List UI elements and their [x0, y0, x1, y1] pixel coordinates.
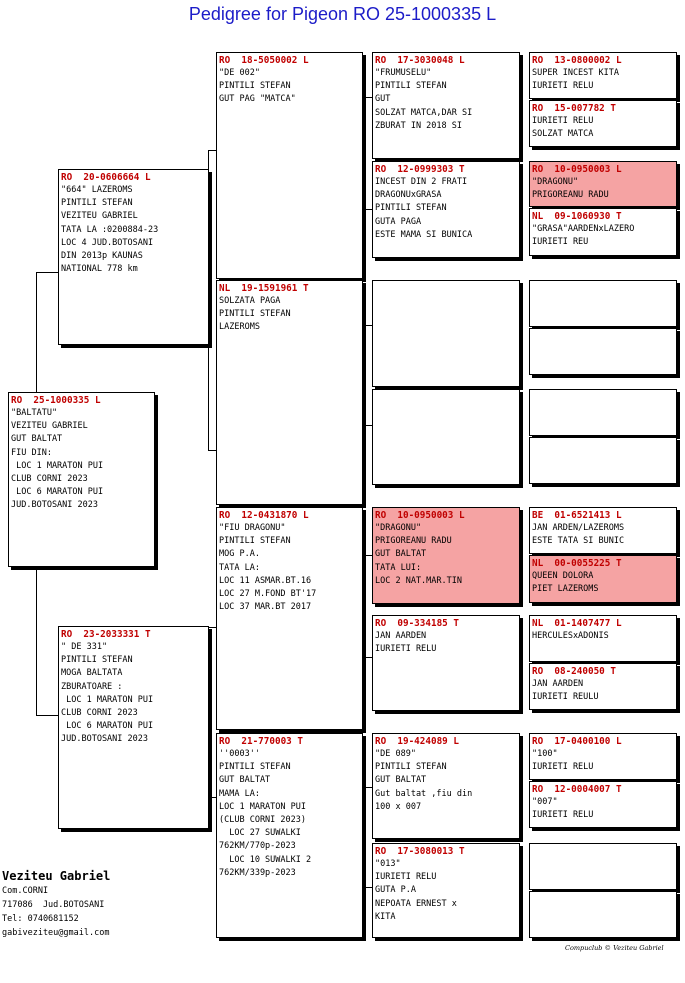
info-line: LOC 11 ASMAR.BT.16 [219, 575, 312, 586]
info-line: CLUB CORNI 2023 [11, 474, 88, 485]
info-line: PINTILI STEFAN [375, 203, 447, 214]
pigeon-card-gen5-empty[interactable] [529, 280, 677, 327]
info-line: TATA LUI: [375, 562, 422, 573]
info-line: PINTILI STEFAN [375, 81, 447, 92]
connector-line [36, 565, 37, 715]
info-line: VEZITEU GABRIEL [11, 421, 88, 432]
info-line: NATIONAL 778 km [61, 264, 138, 275]
pigeon-card-dam[interactable] [58, 626, 209, 829]
pigeon-card-gen5[interactable] [529, 52, 677, 99]
info-line: "DRAGONU" [532, 177, 579, 187]
info-line: ESTE MAMA SI BUNICA [375, 229, 473, 240]
info-line: DIN 2013p KAUNAS [61, 251, 143, 262]
pigeon-card-subject[interactable] [8, 392, 155, 567]
info-line: SOLZATA PAGA [219, 296, 281, 306]
info-line: LOC 1 MARATON PUI [61, 694, 154, 705]
info-line: INCEST DIN 2 FRATI [375, 177, 468, 187]
info-line: ''0003'' [219, 749, 260, 759]
ring-number: NL 19-1591961 T [219, 283, 309, 294]
info-line: LOC 1 MARATON PUI [219, 801, 306, 812]
info-line: LOC 2 NAT.MAR.TIN [375, 575, 462, 586]
ring-number: RO 17-3080013 T [375, 846, 465, 857]
pigeon-card-gen5[interactable] [529, 208, 677, 256]
info-line: MOGA BALTATA [61, 668, 123, 679]
info-line: "DE 089" [375, 749, 416, 759]
info-line: PINTILI STEFAN [61, 198, 133, 209]
info-line: 762KM/770p-2023 [219, 841, 296, 852]
info-line: IURIETI RELU [532, 116, 594, 126]
info-line: " DE 331" [61, 642, 108, 652]
info-line: KITA [375, 911, 396, 922]
info-line: SOLZAT MATCA [532, 129, 594, 140]
pigeon-card-gen5[interactable] [529, 100, 677, 147]
pigeon-card-gen5-empty[interactable] [529, 437, 677, 484]
ring-number: NL 09-1060930 T [532, 211, 622, 222]
info-line: IURIETI RELU [532, 81, 594, 92]
ring-number: RO 12-0004007 T [532, 784, 622, 795]
page-title: Pedigree for Pigeon RO 25-1000335 L [188, 4, 497, 24]
info-line: TATA LA :0200884-23 [61, 224, 159, 235]
info-line: GUT BALTAT [375, 549, 427, 560]
pigeon-card-gen5-empty[interactable] [529, 328, 677, 375]
info-line: DRAGONUxGRASA [375, 190, 442, 201]
info-line: ZBURAT IN 2018 SI [375, 120, 462, 131]
info-line: "FIU DRAGONU" [219, 523, 286, 533]
pigeon-card-gen5[interactable] [529, 507, 677, 554]
ring-number: RO 19-424089 L [375, 736, 459, 747]
ring-number: RO 12-0431870 L [219, 510, 309, 521]
ring-number: RO 12-0999303 T [375, 164, 465, 175]
ring-number: RO 15-007782 T [532, 103, 616, 114]
pigeon-card-gen3[interactable] [216, 507, 363, 730]
breeder-name: Veziteu Gabriel [2, 869, 111, 883]
info-line: FIU DIN: [11, 447, 52, 458]
info-line: IURIETI RELU [532, 810, 594, 821]
ring-number: RO 09-334185 T [375, 618, 459, 629]
info-line: LOC 6 MARATON PUI [11, 487, 104, 498]
pigeon-card-gen4[interactable] [372, 615, 520, 711]
pigeon-card-gen4[interactable] [372, 161, 520, 258]
info-line: "DE 002" [219, 68, 260, 78]
info-line: QUEEN DOLORA [532, 571, 594, 581]
info-line: PINTILI STEFAN [61, 655, 133, 666]
pigeon-card-gen5[interactable] [529, 781, 677, 828]
info-line: GUT BALTAT [11, 434, 63, 445]
ring-number: RO 10-0950003 L [375, 510, 465, 521]
info-line: PIET LAZEROMS [532, 584, 599, 595]
info-line: SUPER INCEST KITA [532, 68, 619, 78]
info-line: PINTILI STEFAN [219, 309, 291, 320]
info-line: Gut baltat ,fiu din [375, 788, 473, 799]
breeder-contact [2, 868, 110, 940]
connector-line [36, 715, 60, 716]
info-line: 762KM/339p-2023 [219, 867, 296, 878]
info-line: IURIETI REU [532, 237, 589, 248]
pigeon-card-gen4[interactable] [372, 843, 520, 938]
info-line: "007" [532, 797, 558, 807]
ring-number: RO 13-0800002 L [532, 55, 622, 66]
info-line: LAZEROMS [219, 322, 260, 333]
pigeon-card-gen5[interactable] [529, 663, 677, 710]
pigeon-card-sire[interactable] [58, 169, 209, 345]
info-line: PRIGOREANU RADU [375, 536, 452, 547]
pigeon-card-gen5-empty[interactable] [529, 843, 677, 890]
info-line: PINTILI STEFAN [219, 81, 291, 92]
info-line: "664" LAZEROMS [61, 185, 133, 195]
ring-number: RO 18-5050002 L [219, 55, 309, 66]
info-line: LOC 1 MARATON PUI [11, 460, 104, 471]
info-line: LOC 37 MAR.BT 2017 [219, 602, 312, 613]
info-line: TATA LA: [219, 562, 260, 573]
info-line: VEZITEU GABRIEL [61, 211, 138, 222]
software-credit: Compuclub © Veziteu Gabriel [565, 944, 664, 952]
breeder-address: 717086 Jud.BOTOSANI [2, 900, 105, 910]
connector-line [36, 272, 37, 394]
connector-line [364, 97, 365, 209]
info-line: "FRUMUSELU" [375, 68, 432, 78]
info-line: PINTILI STEFAN [375, 762, 447, 773]
ring-number: RO 25-1000335 L [11, 395, 101, 406]
pigeon-card-gen5[interactable] [529, 555, 677, 603]
info-line: CLUB CORNI 2023 [61, 708, 138, 719]
info-line: GUT BALTAT [375, 775, 427, 786]
info-line: "DRAGONU" [375, 523, 422, 533]
info-line: 100 x 007 [375, 801, 422, 812]
info-line: LOC 10 SUWALKI 2 [219, 854, 312, 865]
info-line: ZBURATOARE : [61, 681, 123, 692]
ring-number: RO 08-240050 T [532, 666, 616, 677]
ring-number: RO 20-0606664 L [61, 172, 151, 183]
info-line: IURIETI RELU [375, 644, 437, 655]
info-line: LOC 27 SUWALKI [219, 828, 301, 839]
connector-line [364, 787, 365, 887]
info-line: JUD.BOTOSANI 2023 [11, 500, 98, 511]
info-line: GUTA P.A [375, 885, 416, 896]
info-line: IURIETI RELU [532, 762, 594, 773]
info-line: HERCULESxADONIS [532, 631, 609, 641]
info-line: IURIETI REULU [532, 692, 599, 703]
breeder-address: Com.CORNI [2, 886, 49, 896]
connector-line [36, 272, 60, 273]
info-line: SOLZAT MATCA,DAR SI [375, 107, 473, 118]
info-line: PINTILI STEFAN [219, 536, 291, 547]
ring-number: RO 17-3030048 L [375, 55, 465, 66]
info-line: "BALTATU" [11, 408, 58, 418]
connector-line [364, 555, 365, 657]
info-line: GUTA PAGA [375, 216, 422, 227]
ring-number: BE 01-6521413 L [532, 510, 622, 521]
pigeon-card-gen4-empty[interactable] [372, 389, 520, 485]
info-line: JAN ARDEN/LAZEROMS [532, 523, 625, 533]
ring-number: RO 17-0400100 L [532, 736, 622, 747]
pigeon-card-gen5-empty[interactable] [529, 891, 677, 938]
pigeon-card-gen3[interactable] [216, 280, 363, 505]
pigeon-card-gen5-empty[interactable] [529, 389, 677, 436]
info-line: MOG P.A. [219, 549, 260, 560]
ring-number: RO 10-0950003 L [532, 164, 622, 175]
pigeon-card-gen4[interactable] [372, 52, 520, 159]
info-line: PRIGOREANU RADU [532, 190, 609, 201]
pigeon-card-gen5[interactable] [529, 615, 677, 662]
info-line: ESTE TATA SI BUNIC [532, 536, 625, 547]
info-line: LOC 4 JUD.BOTOSANI [61, 237, 154, 248]
pigeon-card-gen5[interactable] [529, 733, 677, 780]
ring-number: NL 00-0055225 T [532, 558, 622, 569]
pigeon-card-gen3[interactable] [216, 733, 363, 938]
breeder-phone: Tel: 0740681152 [2, 914, 79, 924]
ring-number: RO 21-770003 T [219, 736, 303, 747]
pigeon-card-gen4[interactable] [372, 733, 520, 839]
ring-number: RO 23-2033331 T [61, 629, 151, 640]
info-line: NEPOATA ERNEST x [375, 898, 457, 909]
info-line: LOC 6 MARATON PUI [61, 721, 154, 732]
pigeon-card-gen4-empty[interactable] [372, 280, 520, 387]
info-line: "013" [375, 859, 401, 869]
info-line: GUT PAG "MATCA" [219, 94, 296, 105]
connector-line [364, 325, 365, 425]
pigeon-card-gen4[interactable] [372, 507, 520, 604]
info-line: LOC 27 M.FOND BT'17 [219, 589, 317, 600]
info-line: JAN AARDEN [532, 679, 584, 689]
info-line: JAN AARDEN [375, 631, 427, 641]
info-line: GUT [375, 94, 391, 105]
info-line: IURIETI RELU [375, 872, 437, 883]
breeder-email[interactable]: gabiveziteu@gmail.com [2, 928, 110, 938]
info-line: (CLUB CORNI 2023) [219, 815, 306, 826]
info-line: PINTILI STEFAN [219, 762, 291, 773]
info-line: "GRASA"AARDENxLAZERO [532, 224, 635, 234]
pigeon-card-gen3[interactable] [216, 52, 363, 279]
pigeon-card-gen5[interactable] [529, 161, 677, 207]
info-line: JUD.BOTOSANI 2023 [61, 734, 148, 745]
info-line: MAMA LA: [219, 788, 260, 799]
ring-number: NL 01-1407477 L [532, 618, 622, 629]
info-line: GUT BALTAT [219, 775, 271, 786]
info-line: "100" [532, 749, 558, 759]
